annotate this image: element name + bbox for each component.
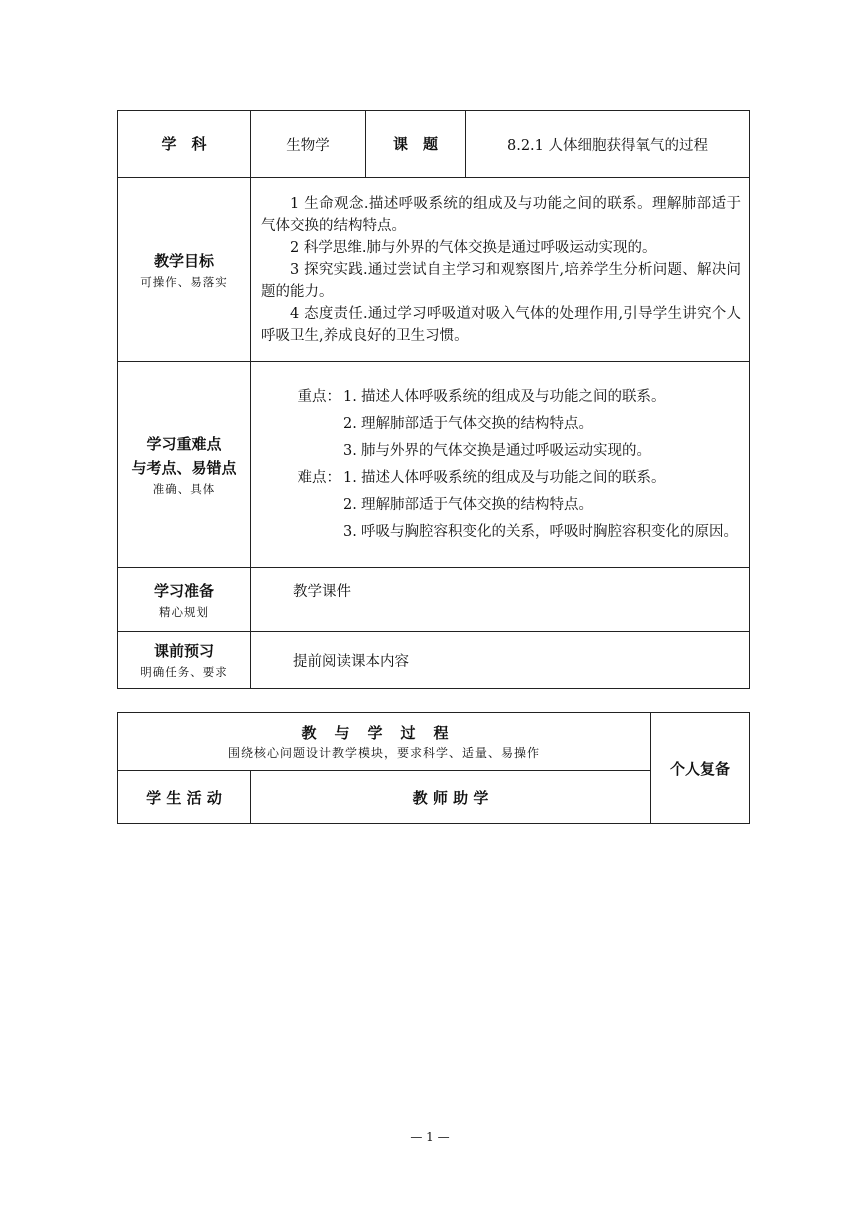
item-text: 理解肺部适于气体交换的结构特点。 (361, 415, 593, 432)
item-number: 1. (343, 469, 357, 486)
keypoints-sublabel: 准确、具体 (152, 481, 216, 496)
prep-label: 学习准备 (153, 581, 214, 600)
difficult-points-block (261, 465, 741, 546)
goal-item: 1 生命观念.描述呼吸系统的组成及与功能之间的联系。理解肺部适于气体交换的结构特点。 (261, 195, 741, 234)
keypoints-row (118, 362, 750, 568)
item-text: 肺与外界的气体交换是通过呼吸运动实现的。 (361, 442, 651, 459)
item-number: 2. (343, 415, 357, 432)
difficult-point-item (343, 465, 741, 492)
page-number: — 1 — (410, 1130, 450, 1144)
key-point-item (343, 411, 741, 438)
key-points-tag: 重点： (297, 388, 341, 405)
preview-label: 课前预习 (153, 642, 214, 660)
item-text: 理解肺部适于气体交换的结构特点。 (361, 496, 593, 513)
process-table (117, 712, 750, 824)
goals-row (118, 178, 750, 362)
item-text: 描述人体呼吸系统的组成及与功能之间的联系。 (361, 388, 666, 405)
subject-row (118, 111, 750, 178)
key-point-item (343, 438, 741, 465)
goal-item: 4 态度责任.通过学习呼吸道对吸入气体的处理作用,引导学生讲究个人呼吸卫生,养成良好的卫生习惯。 (261, 305, 741, 344)
personal-review-label: 个人复备 (651, 713, 750, 824)
process-header-cell (118, 713, 651, 771)
item-number: 3. (343, 442, 357, 459)
item-number: 3. (343, 523, 357, 540)
goals-sublabel: 可操作、易落实 (140, 274, 228, 289)
key-point-item (343, 384, 741, 411)
goal-item: 2 科学思维.肺与外界的气体交换是通过呼吸运动实现的。 (290, 239, 657, 256)
topic-label: 课 题 (366, 111, 466, 178)
prep-row (118, 568, 750, 632)
goals-content (251, 178, 750, 362)
subject-label: 学 科 (118, 111, 251, 178)
preview-row (118, 632, 750, 689)
goals-label-cell (118, 178, 251, 362)
teacher-help-label: 教 师 助 学 (251, 771, 651, 824)
difficult-points-tag: 难点： (297, 469, 341, 486)
process-subtitle: 围绕核心问题设计教学模块，要求科学、适量、易操作 (228, 745, 541, 760)
prep-label-cell (118, 568, 251, 632)
keypoints-label-line1: 学习重难点 (146, 434, 222, 453)
preview-value: 提前阅读课本内容 (251, 632, 750, 689)
item-number: 1. (343, 388, 357, 405)
difficult-point-item (343, 519, 741, 546)
subject-value: 生物学 (251, 111, 366, 178)
process-header-row (118, 713, 750, 771)
goal-item: 3 探究实践.通过尝试自主学习和观察图片,培养学生分析问题、解决问题的能力。 (261, 261, 741, 300)
item-text: 呼吸与胸腔容积变化的关系，呼吸时胸腔容积变化的原因。 (361, 523, 738, 540)
goals-label: 教学目标 (153, 251, 214, 270)
keypoints-label-line2: 与考点、易错点 (131, 458, 237, 477)
difficult-point-item (343, 492, 741, 519)
item-text: 描述人体呼吸系统的组成及与功能之间的联系。 (361, 469, 666, 486)
item-number: 2. (343, 496, 357, 513)
preview-sublabel: 明确任务、要求 (140, 665, 228, 679)
process-title: 教与学过程 (301, 723, 467, 742)
keypoints-label-cell (118, 362, 251, 568)
preview-label-cell (118, 632, 251, 689)
prep-sublabel: 精心规划 (159, 604, 209, 619)
student-activity-label: 学 生 活 动 (118, 771, 251, 824)
keypoints-content (251, 362, 750, 568)
key-points-block (261, 384, 741, 465)
topic-value: 8.2.1 人体细胞获得氧气的过程 (466, 111, 750, 178)
lesson-info-table (117, 110, 750, 689)
prep-value: 教学课件 (251, 568, 750, 632)
